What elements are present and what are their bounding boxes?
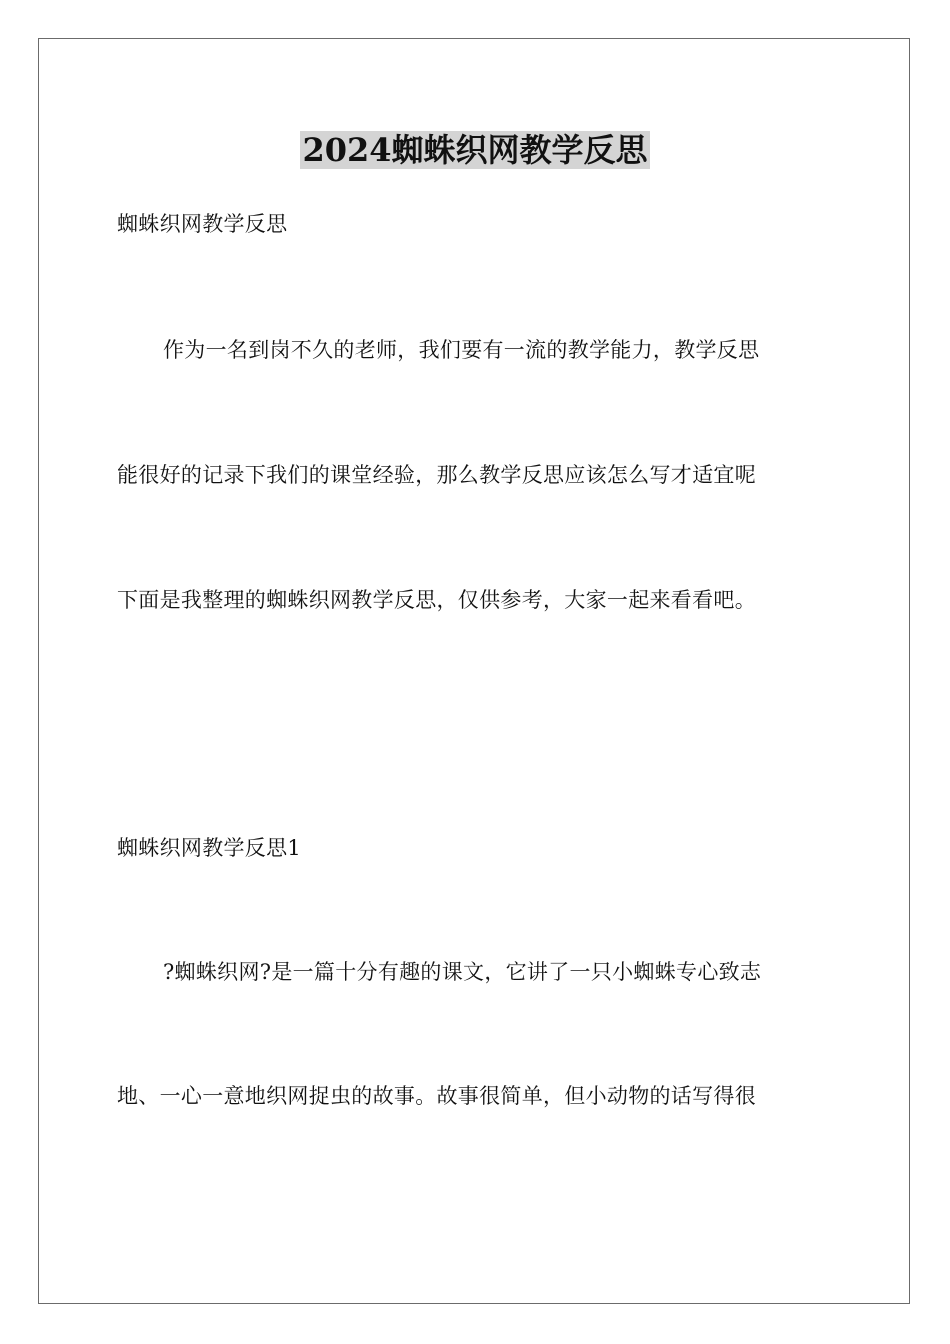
intro-line-1: 作为一名到岗不久的老师，我们要有一流的教学能力，教学反思 bbox=[163, 338, 760, 362]
intro-line-3: 下面是我整理的蜘蛛织网教学反思，仅供参考，大家一起来看看吧。 bbox=[117, 588, 756, 612]
section-line-1: ?蜘蛛织网?是一篇十分有趣的课文，它讲了一只小蜘蛛专心致志 bbox=[163, 960, 762, 984]
document-title-text: 2024蜘蛛织网教学反思 bbox=[302, 131, 648, 169]
section-line-2: 地、一心一意地织网捉虫的故事。故事很简单，但小动物的话写得很 bbox=[117, 1084, 756, 1108]
section-heading: 蜘蛛织网教学反思1 bbox=[117, 836, 302, 860]
document-title bbox=[0, 128, 950, 172]
intro-line-2: 能很好的记录下我们的课堂经验，那么教学反思应该怎么写才适宜呢 bbox=[117, 463, 756, 487]
document-subtitle: 蜘蛛织网教学反思 bbox=[117, 212, 288, 236]
